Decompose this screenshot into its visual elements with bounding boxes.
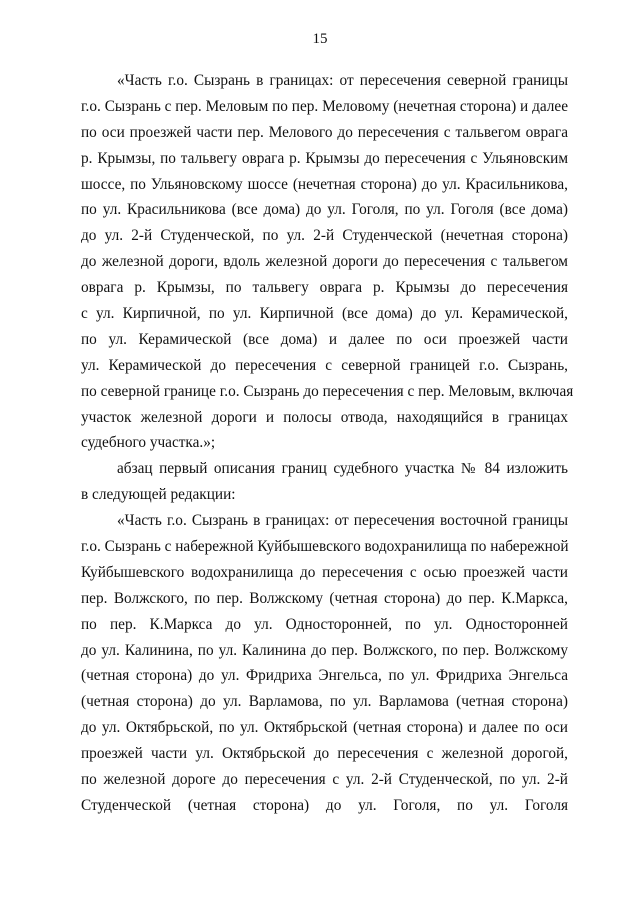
text-line: в следующей редакции: [81,486,236,504]
text-line: г.о. Сызрань с пер. Меловым по пер. Меловому (нечетная сторона) и далее [81,97,568,115]
text-line: «Часть г.о. Сызрань в границах: от пересечения восточной границы [117,512,568,530]
text-line: проезжей части ул. Октябрьской до пересечения с железной дорогой, [81,745,568,763]
text-line: абзац первый описания границ судебного участка № 84 изложить [117,460,568,478]
text-line: шоссе, по Ульяновскому шоссе (нечетная сторона) до ул. Красильникова, [81,175,568,193]
text-line: по пер. К.Маркса до ул. Односторонней, по ул. Односторонней [81,615,568,633]
text-line: до ул. 2-й Студенческой, по ул. 2-й Студенческой (нечетная сторона) [81,227,568,245]
text-line: судебного участка.»; [81,434,216,452]
text-line: с ул. Кирпичной, по ул. Кирпичной (все дома) до ул. Керамической, [81,305,568,323]
text-line: до ул. Октябрьской, по ул. Октябрьской (четная сторона) и далее по оси [81,719,568,737]
text-line: «Часть г.о. Сызрань в границах: от пересечения северной границы [117,72,568,89]
text-line: пер. Волжского, по пер. Волжскому (четная сторона) до пер. К.Маркса, [81,589,568,607]
text-line: по северной границе г.о. Сызрань до пересечения с пер. Меловым, включая [81,382,574,400]
text-line: по железной дороге до пересечения с ул. 2-й Студенческой, по ул. 2-й [81,771,568,789]
text-line: Куйбышевского водохранилища до пересечения с осью проезжей части [81,563,568,581]
text-line: оврага р. Крымзы, по тальвегу оврага р. Крымзы до пересечения [81,279,568,297]
text-line: Студенческой (четная сторона) до ул. Гоголя, по ул. Гоголя [81,796,568,814]
text-line: (четная сторона) до ул. Фридриха Энгельса, по ул. Фридриха Энгельса [81,667,568,685]
text-line: ул. Керамической до пересечения с северной границей г.о. Сызрань, [81,356,568,374]
page-number: 15 [312,31,328,47]
text-line: участок железной дороги и полосы отвода, находящийся в границах [81,408,568,426]
text-line: до ул. Калинина, по ул. Калинина до пер. Волжского, по пер. Волжскому [81,641,568,659]
text-line: по ул. Керамической (все дома) и далее по оси проезжей части [81,330,568,348]
text-line: (четная сторона) до ул. Варламова, по ул. Варламова (четная сторона) [81,693,568,711]
document-body [81,68,574,819]
text-line: по оси проезжей части пер. Мелового до пересечения с тальвегом оврага [81,123,568,141]
text-line: г.о. Сызрань с набережной Куйбышевского водохранилища по набережной [81,538,569,556]
text-line: до железной дороги, вдоль железной дороги до пересечения с тальвегом [81,253,568,271]
text-line: р. Крымзы, по тальвегу оврага р. Крымзы до пересечения с Ульяновским [81,149,568,167]
text-line: по ул. Красильникова (все дома) до ул. Гоголя, по ул. Гоголя (все дома) [81,201,568,219]
